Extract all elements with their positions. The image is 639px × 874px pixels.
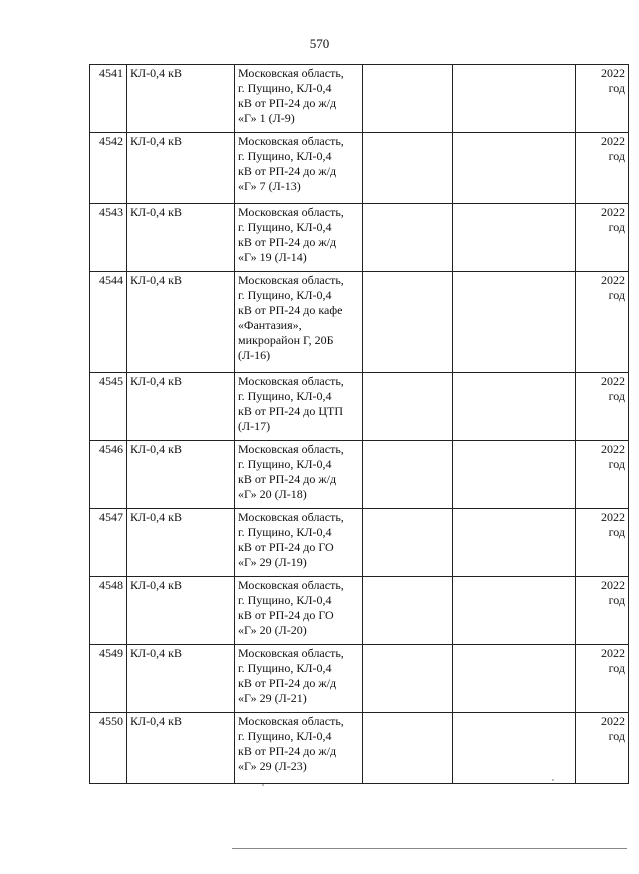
empty-cell bbox=[363, 441, 453, 509]
line-type: КЛ-0,4 кВ bbox=[127, 713, 235, 784]
table-row bbox=[90, 272, 629, 373]
table-row bbox=[90, 373, 629, 441]
empty-cell bbox=[453, 441, 576, 509]
line-type: КЛ-0,4 кВ bbox=[127, 204, 235, 272]
table-row bbox=[90, 509, 629, 577]
empty-cell bbox=[363, 645, 453, 713]
line-type: КЛ-0,4 кВ bbox=[127, 441, 235, 509]
line-address: Московская область, г. Пущино, КЛ-0,4 кВ от РП-24 до ж/д «Г» 1 (Л-9) bbox=[235, 65, 363, 133]
empty-cell bbox=[363, 373, 453, 441]
row-number: 4544 bbox=[90, 272, 127, 373]
line-address: Московская область, г. Пущино, КЛ-0,4 кВ от РП-24 до ЦТП (Л-17) bbox=[235, 373, 363, 441]
line-address: Московская область, г. Пущино, КЛ-0,4 кВ от РП-24 до кафе «Фантазия», микрорайон Г, 20Б (Л-16) bbox=[235, 272, 363, 373]
empty-cell bbox=[453, 204, 576, 272]
line-address: Московская область, г. Пущино, КЛ-0,4 кВ от РП-24 до ж/д «Г» 7 (Л-13) bbox=[235, 133, 363, 204]
empty-cell bbox=[453, 509, 576, 577]
table-row bbox=[90, 577, 629, 645]
line-type: КЛ-0,4 кВ bbox=[127, 65, 235, 133]
line-address: Московская область, г. Пущино, КЛ-0,4 кВ от РП-24 до ж/д «Г» 20 (Л-18) bbox=[235, 441, 363, 509]
empty-cell bbox=[453, 65, 576, 133]
line-address: Московская область, г. Пущино, КЛ-0,4 кВ от РП-24 до ж/д «Г» 29 (Л-23) bbox=[235, 713, 363, 784]
year-cell: 2022 год bbox=[576, 272, 629, 373]
table-row bbox=[90, 133, 629, 204]
row-number: 4548 bbox=[90, 577, 127, 645]
year-cell: 2022 год bbox=[576, 577, 629, 645]
line-address: Московская область, г. Пущино, КЛ-0,4 кВ от РП-24 до ГО «Г» 20 (Л-20) bbox=[235, 577, 363, 645]
empty-cell bbox=[363, 713, 453, 784]
table-row bbox=[90, 645, 629, 713]
line-address: Московская область, г. Пущино, КЛ-0,4 кВ от РП-24 до ж/д «Г» 29 (Л-21) bbox=[235, 645, 363, 713]
line-type: КЛ-0,4 кВ bbox=[127, 577, 235, 645]
scan-speck bbox=[262, 784, 264, 786]
line-type: КЛ-0,4 кВ bbox=[127, 509, 235, 577]
empty-cell bbox=[363, 133, 453, 204]
year-cell: 2022 год bbox=[576, 373, 629, 441]
year-cell: 2022 год bbox=[576, 441, 629, 509]
registry-table bbox=[89, 64, 629, 784]
empty-cell bbox=[453, 713, 576, 784]
scan-artifact-line bbox=[232, 848, 627, 849]
row-number: 4546 bbox=[90, 441, 127, 509]
row-number: 4542 bbox=[90, 133, 127, 204]
line-type: КЛ-0,4 кВ bbox=[127, 373, 235, 441]
table-row bbox=[90, 441, 629, 509]
row-number: 4549 bbox=[90, 645, 127, 713]
row-number: 4543 bbox=[90, 204, 127, 272]
table-row bbox=[90, 65, 629, 133]
year-cell: 2022 год bbox=[576, 65, 629, 133]
row-number: 4541 bbox=[90, 65, 127, 133]
table-row bbox=[90, 713, 629, 784]
empty-cell bbox=[453, 272, 576, 373]
line-type: КЛ-0,4 кВ bbox=[127, 645, 235, 713]
page-number: 570 bbox=[309, 36, 330, 51]
empty-cell bbox=[363, 577, 453, 645]
empty-cell bbox=[453, 645, 576, 713]
empty-cell bbox=[363, 65, 453, 133]
row-number: 4547 bbox=[90, 509, 127, 577]
year-cell: 2022 год bbox=[576, 645, 629, 713]
table-row bbox=[90, 204, 629, 272]
year-cell: 2022 год bbox=[576, 509, 629, 577]
line-address: Московская область, г. Пущино, КЛ-0,4 кВ от РП-24 до ГО «Г» 29 (Л-19) bbox=[235, 509, 363, 577]
line-type: КЛ-0,4 кВ bbox=[127, 272, 235, 373]
row-number: 4545 bbox=[90, 373, 127, 441]
empty-cell bbox=[363, 272, 453, 373]
row-number: 4550 bbox=[90, 713, 127, 784]
empty-cell bbox=[363, 509, 453, 577]
empty-cell bbox=[363, 204, 453, 272]
empty-cell bbox=[453, 577, 576, 645]
year-cell: 2022 год bbox=[576, 204, 629, 272]
line-address: Московская область, г. Пущино, КЛ-0,4 кВ от РП-24 до ж/д «Г» 19 (Л-14) bbox=[235, 204, 363, 272]
line-type: КЛ-0,4 кВ bbox=[127, 133, 235, 204]
empty-cell bbox=[453, 133, 576, 204]
year-cell: 2022 год bbox=[576, 713, 629, 784]
empty-cell bbox=[453, 373, 576, 441]
scan-speck bbox=[552, 779, 554, 781]
year-cell: 2022 год bbox=[576, 133, 629, 204]
